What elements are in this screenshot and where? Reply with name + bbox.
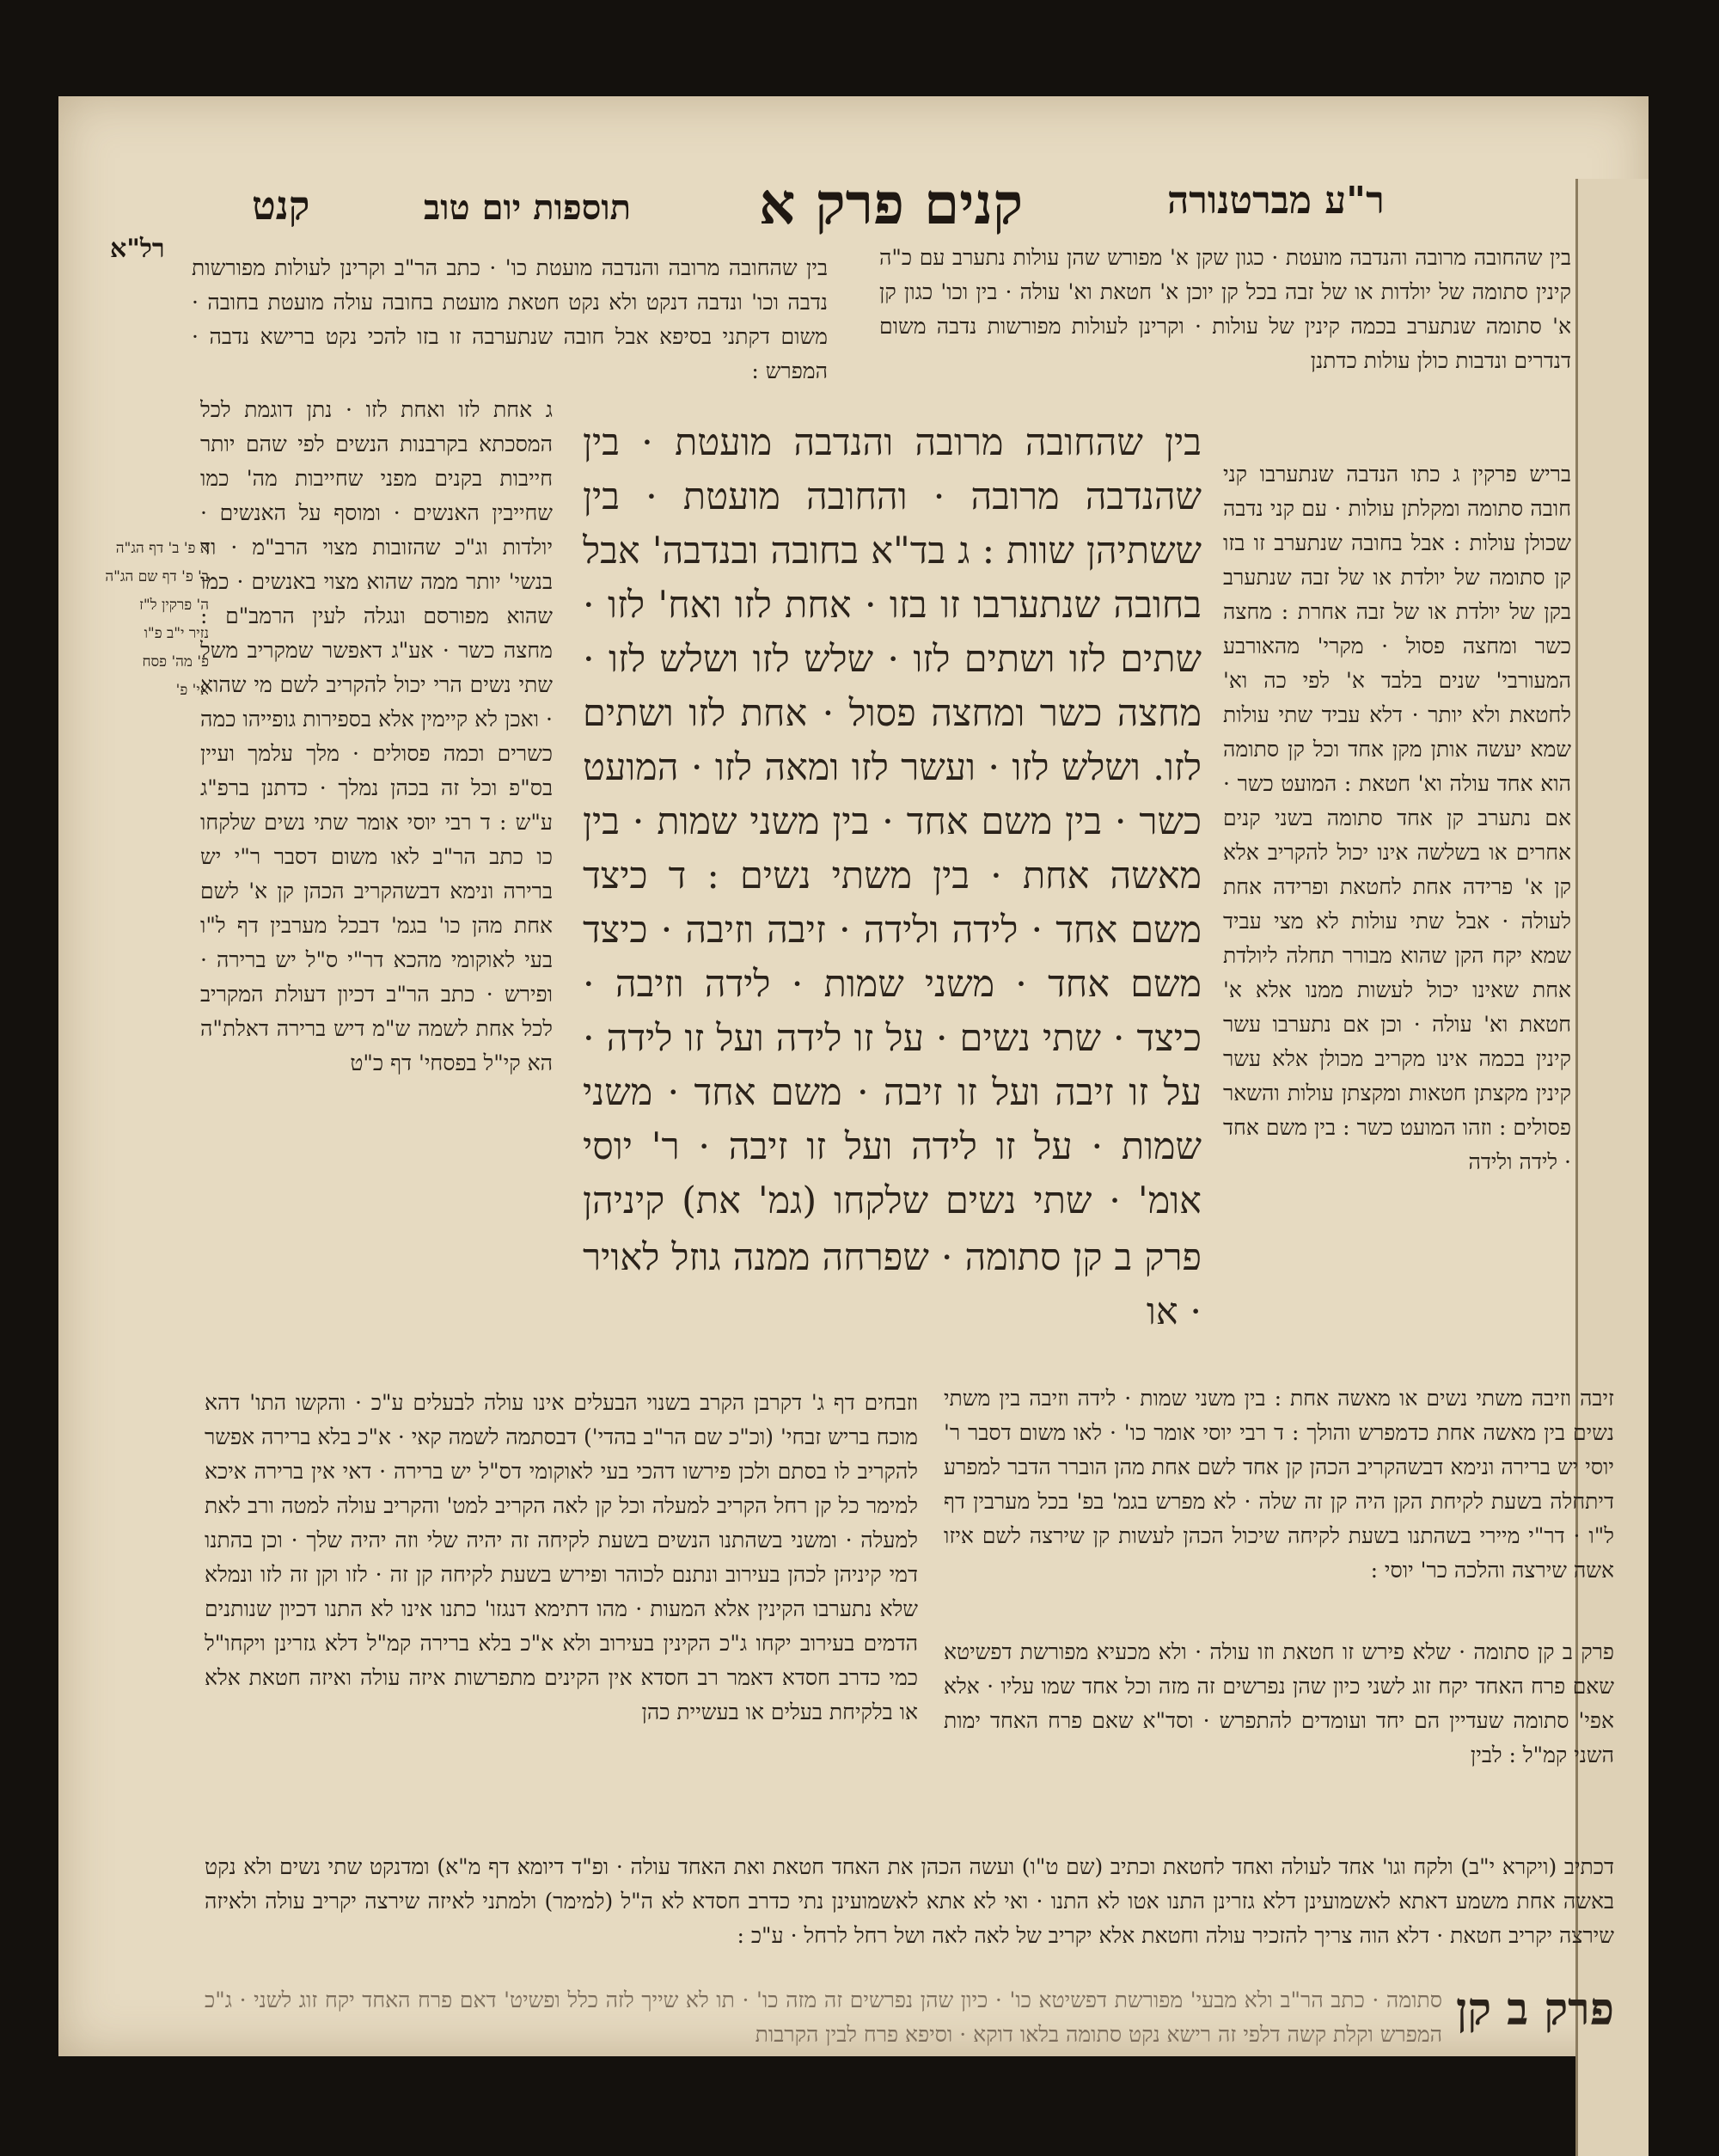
book-page: [58, 96, 1649, 2056]
bartenura-bottom-block: זיבה וזיבה משתי נשים או מאשה אחת : בין משני שמות · לידה וזיבה בין משתי נשים בין מאשה אחת כדמפרש והולך : ד רבי יוסי אומר כו' · לאו משום דסבר ר' יוסי יש ברירה ונימא דבשהקריב הכהן קן אחד לשם אחת מהן הוברר הדבר למפרע דיתחלה בשעת לקיחת הקן היה קן זה שלה · לא מפרש בגמ' בפ' בכל מערבין דף ל"ו · דר"י מיירי בשהתנו בשעת לקיחה שיכול הכהן לעשות קן שירצה לשם איזו אשה שירצה והלכה כר' יוסי :: [944, 1386, 1614, 1583]
mishnah-perek-b-text: פרק ב קן סתומה · שפרחה ממנה גוזל לאויר · או: [583, 1236, 1202, 1333]
tosafot-full-width: דכתיב (ויקרא י"ב) ולקח וגו' אחד לעולה ואחד לחטאת וכתיב (שם ט"ו) ועשה הכהן את האחד חטאת ואת האחד עולה · ופ"ד דיומא דף מ"א) ומדנקט שתי נשים ולא נקט באשה אחת משמע דאתא לאשמועינן דלא גזרינן התנו אטו לא התנו · ואי לא אתא לאשמועינן נתי כדרב חסדא לא ה"ל (למימר) ולמתני לאיזה שירצה יקריב עולה ולאיזה שירצה יקריב חטאת · דלא הוה צריך להזכיר עולה וחטאת אלא יקריב של לאה לאה ושל רחל לרחל · ע"כ :: [205, 1854, 1614, 1948]
tosafot-perek-b-label: פרק ב קן: [1455, 1983, 1614, 2036]
tosafot-perek-b-row: [205, 1983, 1614, 2056]
margin-notes: [101, 535, 209, 705]
bartenura-header: ר"ע מברטנורה: [1167, 179, 1385, 223]
bartenura-top-block: בין שהחובה מרובה והנדבה מועטת · כגון שקן א' מפורש שהן עולות נתערב עם כ"ה קינין סתומה של יולדות או של זבה בכל קן יוכן א' חטאת וא' עולה · בין וכו' כגון קן א' סתומה שנתערב בכמה קינין של עולות · וקרינן לעולות מפורשות נדבה משום דנדרים ונדבות כולן עולות כדתנן: [879, 245, 1571, 373]
bartenura-main-column: בריש פרקין ג כתו הנדבה שנתערבו קני חובה סתומה ומקלתן עולות · עם קני נדבה שכולן עולות : אבל בחובה שנתערב זו בזו קן סתומה של יולדת או של זבה שנתערב בקן של יולדת או של זבה אחרת : מחצה כשר ומחצה פסול · מקרי' מהאורבע המעורבי' שנים בלבד א' לפי כה וא' לחטאת ולא יותר · דלא עביד שתי עולות שמא יעשה אותן מקן אחד וכל קן סתומה הוא אחד עולה וא' חטאת : המועט כשר · אם נתערב קן אחד סתומה בשני קנים אחרים או בשלשה אינו יכול להקריב אלא קן א' פרידה אחת לחטאת ופרידה אחת לעולה · אבל שתי עולות לא מצי עביד שמא יקח הקן שהוא מבורר תחלה ליולדת אחת שאינו יכול לעשות ממנו אלא א' חטאת וא' עולה · וכן אם נתערבו עשר קינין בכמה אינו מקריב מכולן אלא עשר קינין מקצתן חטאות ומקצתן עולות והשאר פסולים : וזהו המועט כשר : בין משם אחד · לידה ולידה: [1223, 462, 1571, 1174]
margin-note: ב' פ' דף שם הג"ה: [105, 568, 209, 585]
tractate-chapter-title: קנים פרק א: [759, 170, 1024, 237]
margin-note: אי' פ': [175, 682, 209, 699]
mishnah-perek-b: [583, 1231, 1202, 1343]
tosafot-main-column: ג אחת לזו ואחת לזו · נתן דוגמת לכל המסכתא בקרבנות הנשים לפי שהם יותר חייבות בקנים מפני שחייבות מה' כמו שחייבין האנשים · ומוסף על האנשים · יולדות וג"כ שהזובות מצוי הרב"מ · וד בנשי' יותר ממה שהוא מצוי באנשים · כמו שהוא מפורסם ונגלה לעין הרמב"ם : מחצה כשר · אע"ג דאפשר שמקריב משל שתי נשים הרי יכול להקריב לשם מי שהוא · ואכן לא קיימין אלא בספירות גופייהו כמה כשרים וכמה פסולים · מלך עלמך ועיין בס"פ וכל זה בכהן נמלך · כדתנן ברפ"ג ע"ש : ד רבי יוסי אומר שתי נשים שלקחו כו כתב הר"ב לאו משום דסבר ר"י יש ברירה ונימא דבשהקריב הכהן קן א' לשם אחת מהן כו' בגמ' דבכל מערבין דף ל"ו בעי לאוקומי מהכא דר"י ס"ל יש ברירה · ופירש · כתב הר"ב דכיון דעולת המקריב לכל אחת לשמה ש"מ דיש ברירה דאלת"ה הא קי"ל בפסחי' דף כ"ט: [200, 397, 553, 1075]
tosafot-top-block: בין שהחובה מרובה והנדבה מועטת כו' · כתב הר"ב וקרינן לעולות מפורשות נדבה וכו' ונדבה דנקט ולא נקט חטאת מועטת בחובה עולה מועטת בחובה · משום דקתני בסיפא אבל חובה שנתערבה זו בזו להכי נקט ברישא נדבה · המפרש :: [192, 255, 828, 383]
page-number: קנט: [252, 182, 310, 229]
margin-note: א פ' ב' דף הג"ה: [115, 540, 209, 557]
folio-mark: רל"א: [110, 234, 165, 264]
margin-note: פ' מה' פסח: [142, 653, 209, 671]
margin-note: נזיר י"ב פ"ו: [144, 625, 209, 642]
mishnah-main-column: בין שהחובה מרובה והנדבה מועטת · בין שהנדבה מרובה · והחובה מועטת · בין ששתיהן שוות : ג בד"א בחובה ובנדבה' אבל בחובה שנתערבו זו בזו · אחת לזו ואח' לזו · שתים לזו ושתים לזו · שלש לזו ושלש לזו · מחצה כשר ומחצה פסול · אחת לזו ושתים לזו. ושלש לזו · ועשר לזו ומאה לזו · המועט כשר · בין משם אחד · בין משני שמות · בין מאשה אחת · בין משתי נשים : ד כיצד משם אחד · לידה ולידה · זיבה וזיבה · כיצד משם אחד · משני שמות · לידה וזיבה · כיצד · שתי נשים · על זו לידה ועל זו לידה · על זו זיבה ועל זו זיבה · משם אחד · משני שמות · על זו לידה ועל זו זיבה · ר' יוסי אומ' · שתי נשים שלקחו (גמ' את) קיניהן: [583, 421, 1202, 1222]
bartenura-perek-b-block: פרק ב קן סתומה · שלא פירש זו חטאת וזו עולה · ולא מכעיא מפורשת דפשיטא שאם פרח האחד יקח זוג לשני כיון שהן נפרשים זה מזה וכל אחד שמו עליו · אלא אפי' סתומה שעדיין הם יחד ועומדים להתפרש · וסד"א שאם פרח האחד ימות השני קמ"ל : לבין: [944, 1639, 1614, 1767]
tosafot-bottom-block: וזבחים דף ג' דקרבן הקרב בשנוי הבעלים אינו עולה לבעלים ע"כ · והקשו התו' דהא מוכח בריש זבחי' (וכ"כ שם הר"ב בהדי') דבסתמה לשמה קאי · א"כ בלא ברירה אפשר להקריב לו בסתם ולכן פירשו דהכי בעי לאוקומי דס"ל יש ברירה · דאי אין ברירה איכא למימר כל קן רחל הקריב למעלה וכל קן לאה הקריב למט' והקריב עולה למטה ורב לאת למעלה · ומשני בשהתנו הנשים בשעת לקיחה זה יהיה שלי וזה יהיה שלך · וכן בהתנו דמי קיניהן לכהן בעירוב ונתנם לכוהר ופירש בשעת לקיחה קן זה · לזו וקן זה לזו ונמלא שלא נתערבו הקינין אלא המעות · מהו דתימא דנגזו' כתנו אינו לא התנו דכיון שנותנים הדמים בעירוב יקחו ג"כ הקינין בעירוב ולא א"כ בלא ברירה קמ"ל דלא גזרינן ויקחו"ל כמי כדרב חסדא דאמר רב חסדא אין הקינים מתפרשות איזה עולה ואיזה חטאת אלא או בלקיחת בעלים או בעשיית כהן: [205, 1390, 918, 1724]
tosafot-header: תוספות יום טוב: [424, 187, 631, 228]
margin-note: ה' פרקין ל"ז: [139, 597, 209, 614]
tosafot-perek-b-text: סתומה · כתב הר"ב ולא מבעי' מפורשת דפשיטא כו' · כיון שהן נפרשים זה מזה כו' · תו לא שייך לזה כלל ופשיט' דאם פרח האחד יקח זוג לשני · ג"כ המפרש וקלת קשה דלפי זה רישא נקט סתומה בלאו דוקא · וסיפא פרח לבין הקרבות: [205, 1988, 1442, 2047]
